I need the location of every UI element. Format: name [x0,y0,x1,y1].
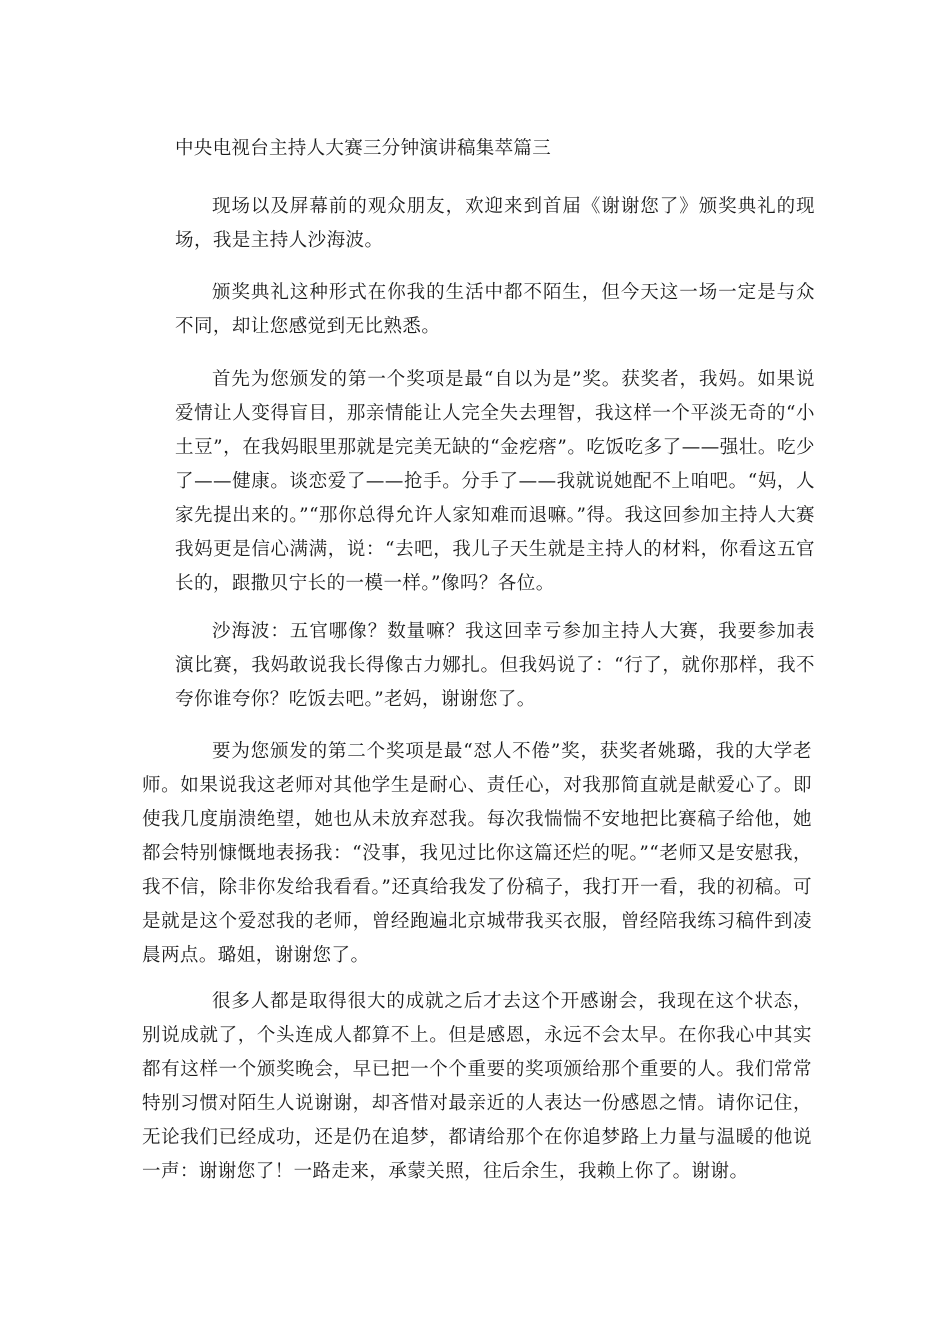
paragraph-first-award: 首先为您颁发的第一个奖项是最“自以为是”奖。获奖者，我妈。如果说爱情让人变得盲目，那亲情能让人完全失去理智，我这样一个平淡无奇的“小土豆”，在我妈眼里那就是完美无缺的“金疙瘩”。吃饭吃多了——强壮。吃少了——健康。谈恋爱了——抢手。分手了——我就说她配不上咱吧。“妈，人家先提出来的。”“那你总得允许人家知难而退嘛。”得。我这回参加主持人大赛我妈更是信心满满，说：“去吧，我儿子天生就是主持人的材料，你看这五官长的，跟撒贝宁长的一模一样。”像吗？各位。 [175,369,815,594]
paragraph-second-award: 要为您颁发的第二个奖项是最“怼人不倦”奖，获奖者姚璐，我的大学老师。如果说我这老师对其他学生是耐心、责任心，对我那简直就是献爱心了。即使我几度崩溃绝望，她也从未放弃怼我。每次我惴惴不安地把比赛稿子给他，她都会特别慷慨地表扬我：“没事，我见过比你这篇还烂的呢。”“老师又是安慰我，我不信，除非你发给我看看。”还真给我发了份稿子，我打开一看，我的初稿。可是就是这个爱怼我的老师，曾经跑遍北京城带我买衣服，曾经陪我练习稿件到凌晨两点。璐姐，谢谢您了。 [142,741,812,966]
document-title: 中央电视台主持人大赛三分钟演讲稿集萃篇三 [175,138,552,159]
paragraph-closing: 很多人都是取得很大的成就之后才去这个开感谢会，我现在这个状态，别说成就了，个头连成人都算不上。但是感恩，永远不会太早。在你我心中其实都有这样一个颁奖晚会，早已把一个个重要的奖项颁给那个重要的人。我们常常特别习惯对陌生人说谢谢，却吝惜对最亲近的人表达一份感恩之情。请你记住，无论我们已经成功，还是仍在追梦，都请给那个在你追梦路上力量与温暖的他说一声：谢谢您了！一路走来，承蒙关照，往后余生，我赖上你了。谢谢。 [142,991,812,1182]
paragraph-opening: 现场以及屏幕前的观众朋友，欢迎来到首届《谢谢您了》颁奖典礼的现场，我是主持人沙海波。 [175,196,815,251]
paragraph-features: 沙海波：五官哪像？数量嘛？我这回幸亏参加主持人大赛，我要参加表演比赛，我妈敢说我长得像古力娜扎。但我妈说了：“行了，就你那样，我不夸你谁夸你？吃饭去吧。”老妈，谢谢您了。 [175,621,815,710]
paragraph-ceremony: 颁奖典礼这种形式在你我的生活中都不陌生，但今天这一场一定是与众不同，却让您感觉到无比熟悉。 [175,282,815,337]
